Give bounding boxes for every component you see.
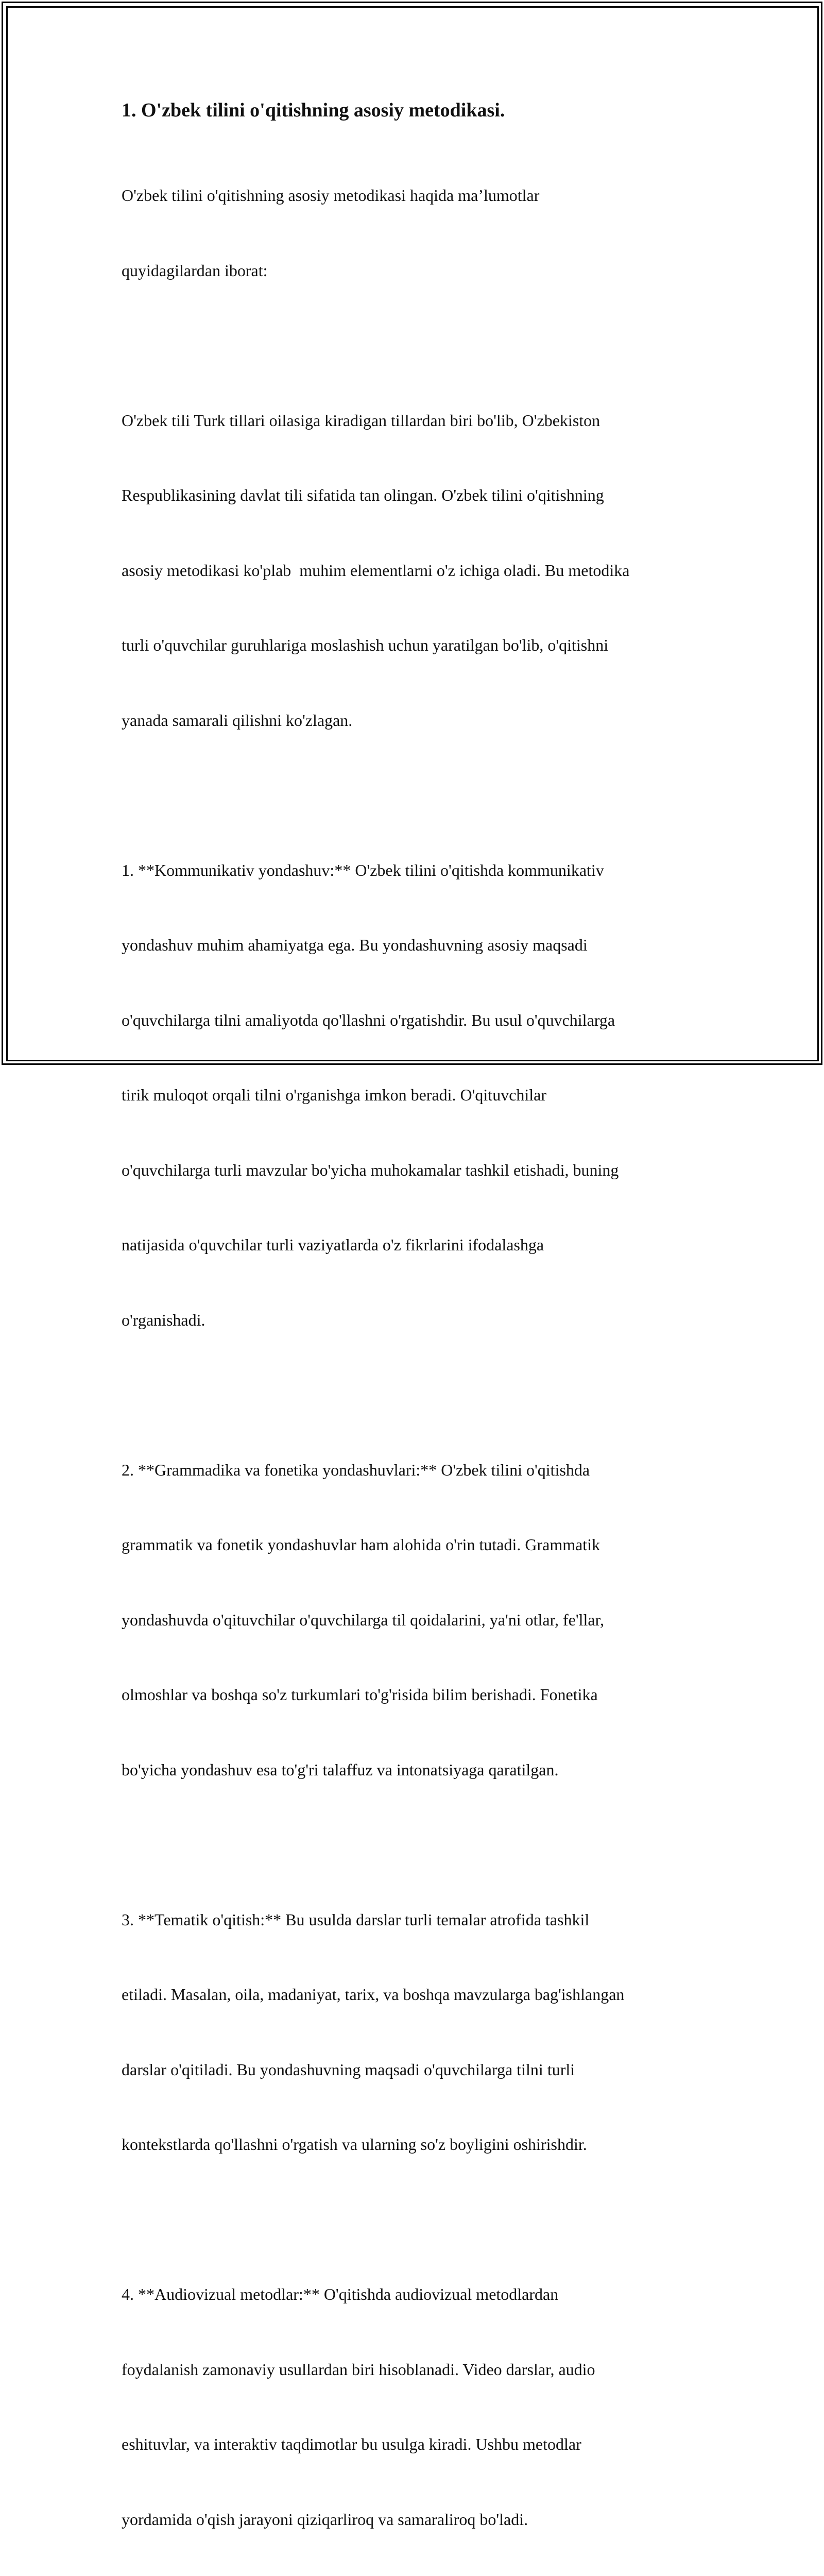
text-line: yondashuvda o'qituvchilar o'quvchilarga til qoidalarini, ya'ni otlar, fe'llar, xyxy=(122,1610,604,1629)
text-line: 4. **Audiovizual metodlar:** O'qitishda audiovizual metodlardan xyxy=(122,2285,559,2303)
text-line: olmoshlar va boshqa so'z turkumlari to'g'risida bilim berishadi. Fonetika xyxy=(122,1685,598,1704)
thematic-teaching-paragraph xyxy=(122,1857,709,2207)
text-line: O'zbek tili Turk tillari oilasiga kiradigan tillardan biri bo'lib, O'zbekiston xyxy=(122,411,600,430)
text-line: yondashuv muhim ahamiyatga ega. Bu yondashuvning asosiy maqsadi xyxy=(122,936,588,954)
text-line: Respublikasining davlat tili sifatida tan olingan. O'zbek tilini o'qitishning xyxy=(122,486,604,504)
text-line: 1. **Kommunikativ yondashuv:** O'zbek tilini o'qitishda kommunikativ xyxy=(122,860,604,879)
text-line: O'zbek tilini o'qitishning asosiy metodikasi haqida ma’lumotlar xyxy=(122,186,540,205)
text-line: grammatik va fonetik yondashuvlar ham alohida o'rin tutadi. Grammatik xyxy=(122,1535,600,1554)
document-title: 1. O'zbek tilini o'qitishning asosiy metodikasi. xyxy=(122,99,505,121)
document-body xyxy=(122,98,709,2576)
text-line: 3. **Tematik o'qitish:** Bu usulda darslar turli temalar atrofida tashkil xyxy=(122,1910,590,1929)
text-line: foydalanish zamonaviy usullardan biri hisoblanadi. Video darslar, audio xyxy=(122,2360,595,2379)
text-line: quyidagilardan iborat: xyxy=(122,261,268,280)
text-line: o'quvchilarga turli mavzular bo'yicha muhokamalar tashkil etishadi, buning xyxy=(122,1160,619,1179)
text-line: yanada samarali qilishni ko'zlagan. xyxy=(122,710,353,730)
overview-paragraph xyxy=(122,358,709,783)
text-line: turli o'quvchilar guruhlariga moslashish uchun yaratilgan bo'lib, o'qitishni xyxy=(122,636,609,654)
text-line: etiladi. Masalan, oila, madaniyat, tarix, va boshqa mavzularga bag'ishlangan xyxy=(122,1985,625,2004)
text-line: natijasida o'quvchilar turli vaziyatlarda o'z fikrlarini ifodalashga xyxy=(122,1235,544,1254)
text-line: asosiy metodikasi ko'plab muhim elementlarni o'z ichiga oladi. Bu metodika xyxy=(122,561,630,580)
text-line: yordamida o'qish jarayoni qiziqarliroq va samaraliroq bo'ladi. xyxy=(122,2510,528,2529)
communicative-approach-paragraph xyxy=(122,808,709,1383)
text-line: darslar o'qitiladi. Bu yondashuvning maqsadi o'quvchilarga tilni turli xyxy=(122,2060,575,2079)
text-line: tirik muloqot orqali tilni o'rganishga imkon beradi. O'qituvchilar xyxy=(122,1086,547,1104)
text-line: o'quvchilarga tilni amaliyotda qo'llashni o'rgatishdir. Bu usul o'quvchilarga xyxy=(122,1010,615,1029)
audiovisual-methods-paragraph xyxy=(122,2232,709,2576)
text-line: bo'yicha yondashuv esa to'g'ri talaffuz va intonatsiyaga qaratilgan. xyxy=(122,1760,559,1779)
grammar-phonetics-paragraph xyxy=(122,1408,709,1833)
intro-paragraph xyxy=(122,133,709,333)
text-line: kontekstlarda qo'llashni o'rgatish va ularning so'z boyligini oshirishdir. xyxy=(122,2135,587,2154)
text-line: 2. **Grammadika va fonetika yondashuvlari:** O'zbek tilini o'qitishda xyxy=(122,1460,590,1479)
text-line: eshituvlar, va interaktiv taqdimotlar bu usulga kiradi. Ushbu metodlar xyxy=(122,2435,581,2453)
text-line: o'rganishadi. xyxy=(122,1310,205,1329)
